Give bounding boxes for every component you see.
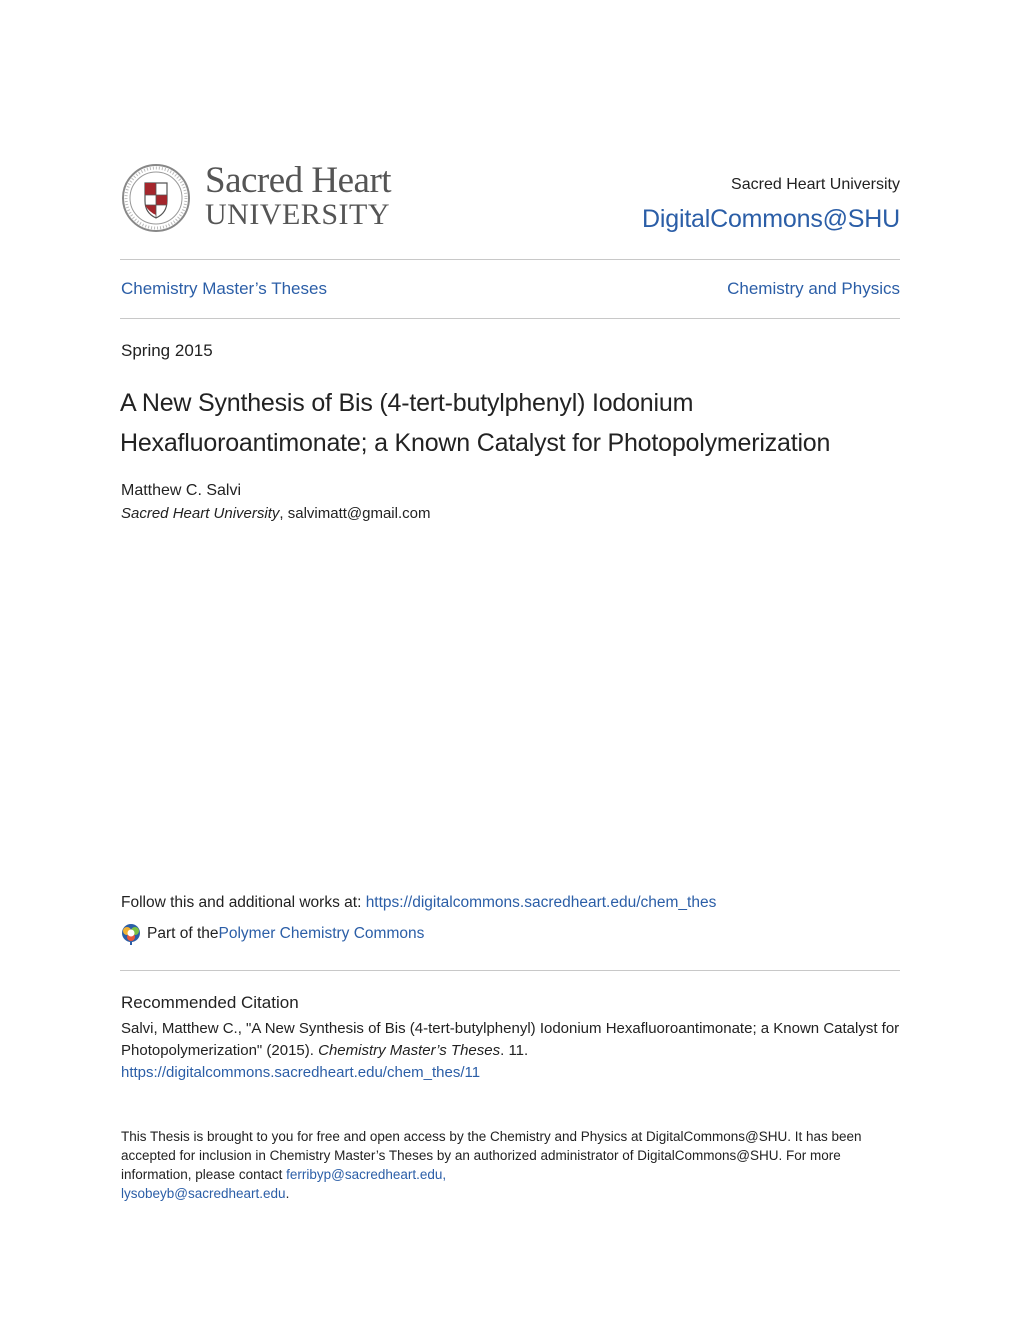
access-notice [121,1127,896,1203]
citation-series: Chemistry Master’s Theses [318,1042,501,1059]
divider [120,259,900,260]
commons-link[interactable]: Polymer Chemistry Commons [218,925,425,942]
part-of-label: Part of the [147,925,219,942]
access-notice-end: . [285,1186,290,1201]
contact-email-link-1[interactable]: ferribyp@sacredheart.edu, [286,1167,447,1182]
university-wordmark [205,162,410,232]
repository-link[interactable]: DigitalCommons@SHU [642,205,900,233]
divider [120,970,900,971]
part-of-line [120,923,424,945]
author-name: Matthew C. Salvi [121,482,242,499]
collection-url-link[interactable]: https://digitalcommons.sacredheart.edu/chem_thes [365,894,717,911]
publication-date: Spring 2015 [121,341,213,360]
affiliation-name: Sacred Heart University [121,505,280,522]
access-notice-text: This Thesis is brought to you for free and open access by the Chemistry and Physics at DigitalCommons@SHU. It has been accepted for inclusion in Chemistry Master’s Theses by an authorized administrator of DigitalCommons@SHU. For more information, please contact [121,1129,862,1182]
follow-label: Follow this and additional works at: [121,894,366,911]
divider [120,318,900,319]
citation-text [121,1018,901,1084]
title-line-2: Hexafluoroantimonate; a Known Catalyst for Photopolymerization [120,429,831,457]
citation-number: . 11. [500,1042,529,1059]
citation-body: Salvi, Matthew C., "A New Synthesis of Bis (4-tert-butylphenyl) Iodonium Hexafluoroantimonate; a Known Catalyst for Photopolymerization" (2015). [121,1020,900,1059]
thesis-title [120,383,920,463]
wordmark-line1: Sacred Heart [205,160,392,201]
title-line-1: A New Synthesis of Bis (4-tert-butylphenyl) Iodonium [120,389,694,417]
follow-line [121,894,716,912]
author-email: , salvimatt@gmail.com [279,505,431,522]
department-link[interactable]: Chemistry and Physics [727,279,900,298]
university-seal-icon [121,163,191,233]
university-name: Sacred Heart University [731,176,900,193]
citation-url-link[interactable]: https://digitalcommons.sacredheart.edu/chem_thes/11 [121,1064,481,1081]
citation-heading: Recommended Citation [121,993,299,1012]
network-icon [120,923,142,945]
series-link[interactable]: Chemistry Master’s Theses [121,279,327,298]
wordmark-line2: UNIVERSITY [205,198,390,231]
author-affiliation [121,505,430,522]
contact-email-link-2[interactable]: lysobeyb@sacredheart.edu [121,1186,286,1201]
